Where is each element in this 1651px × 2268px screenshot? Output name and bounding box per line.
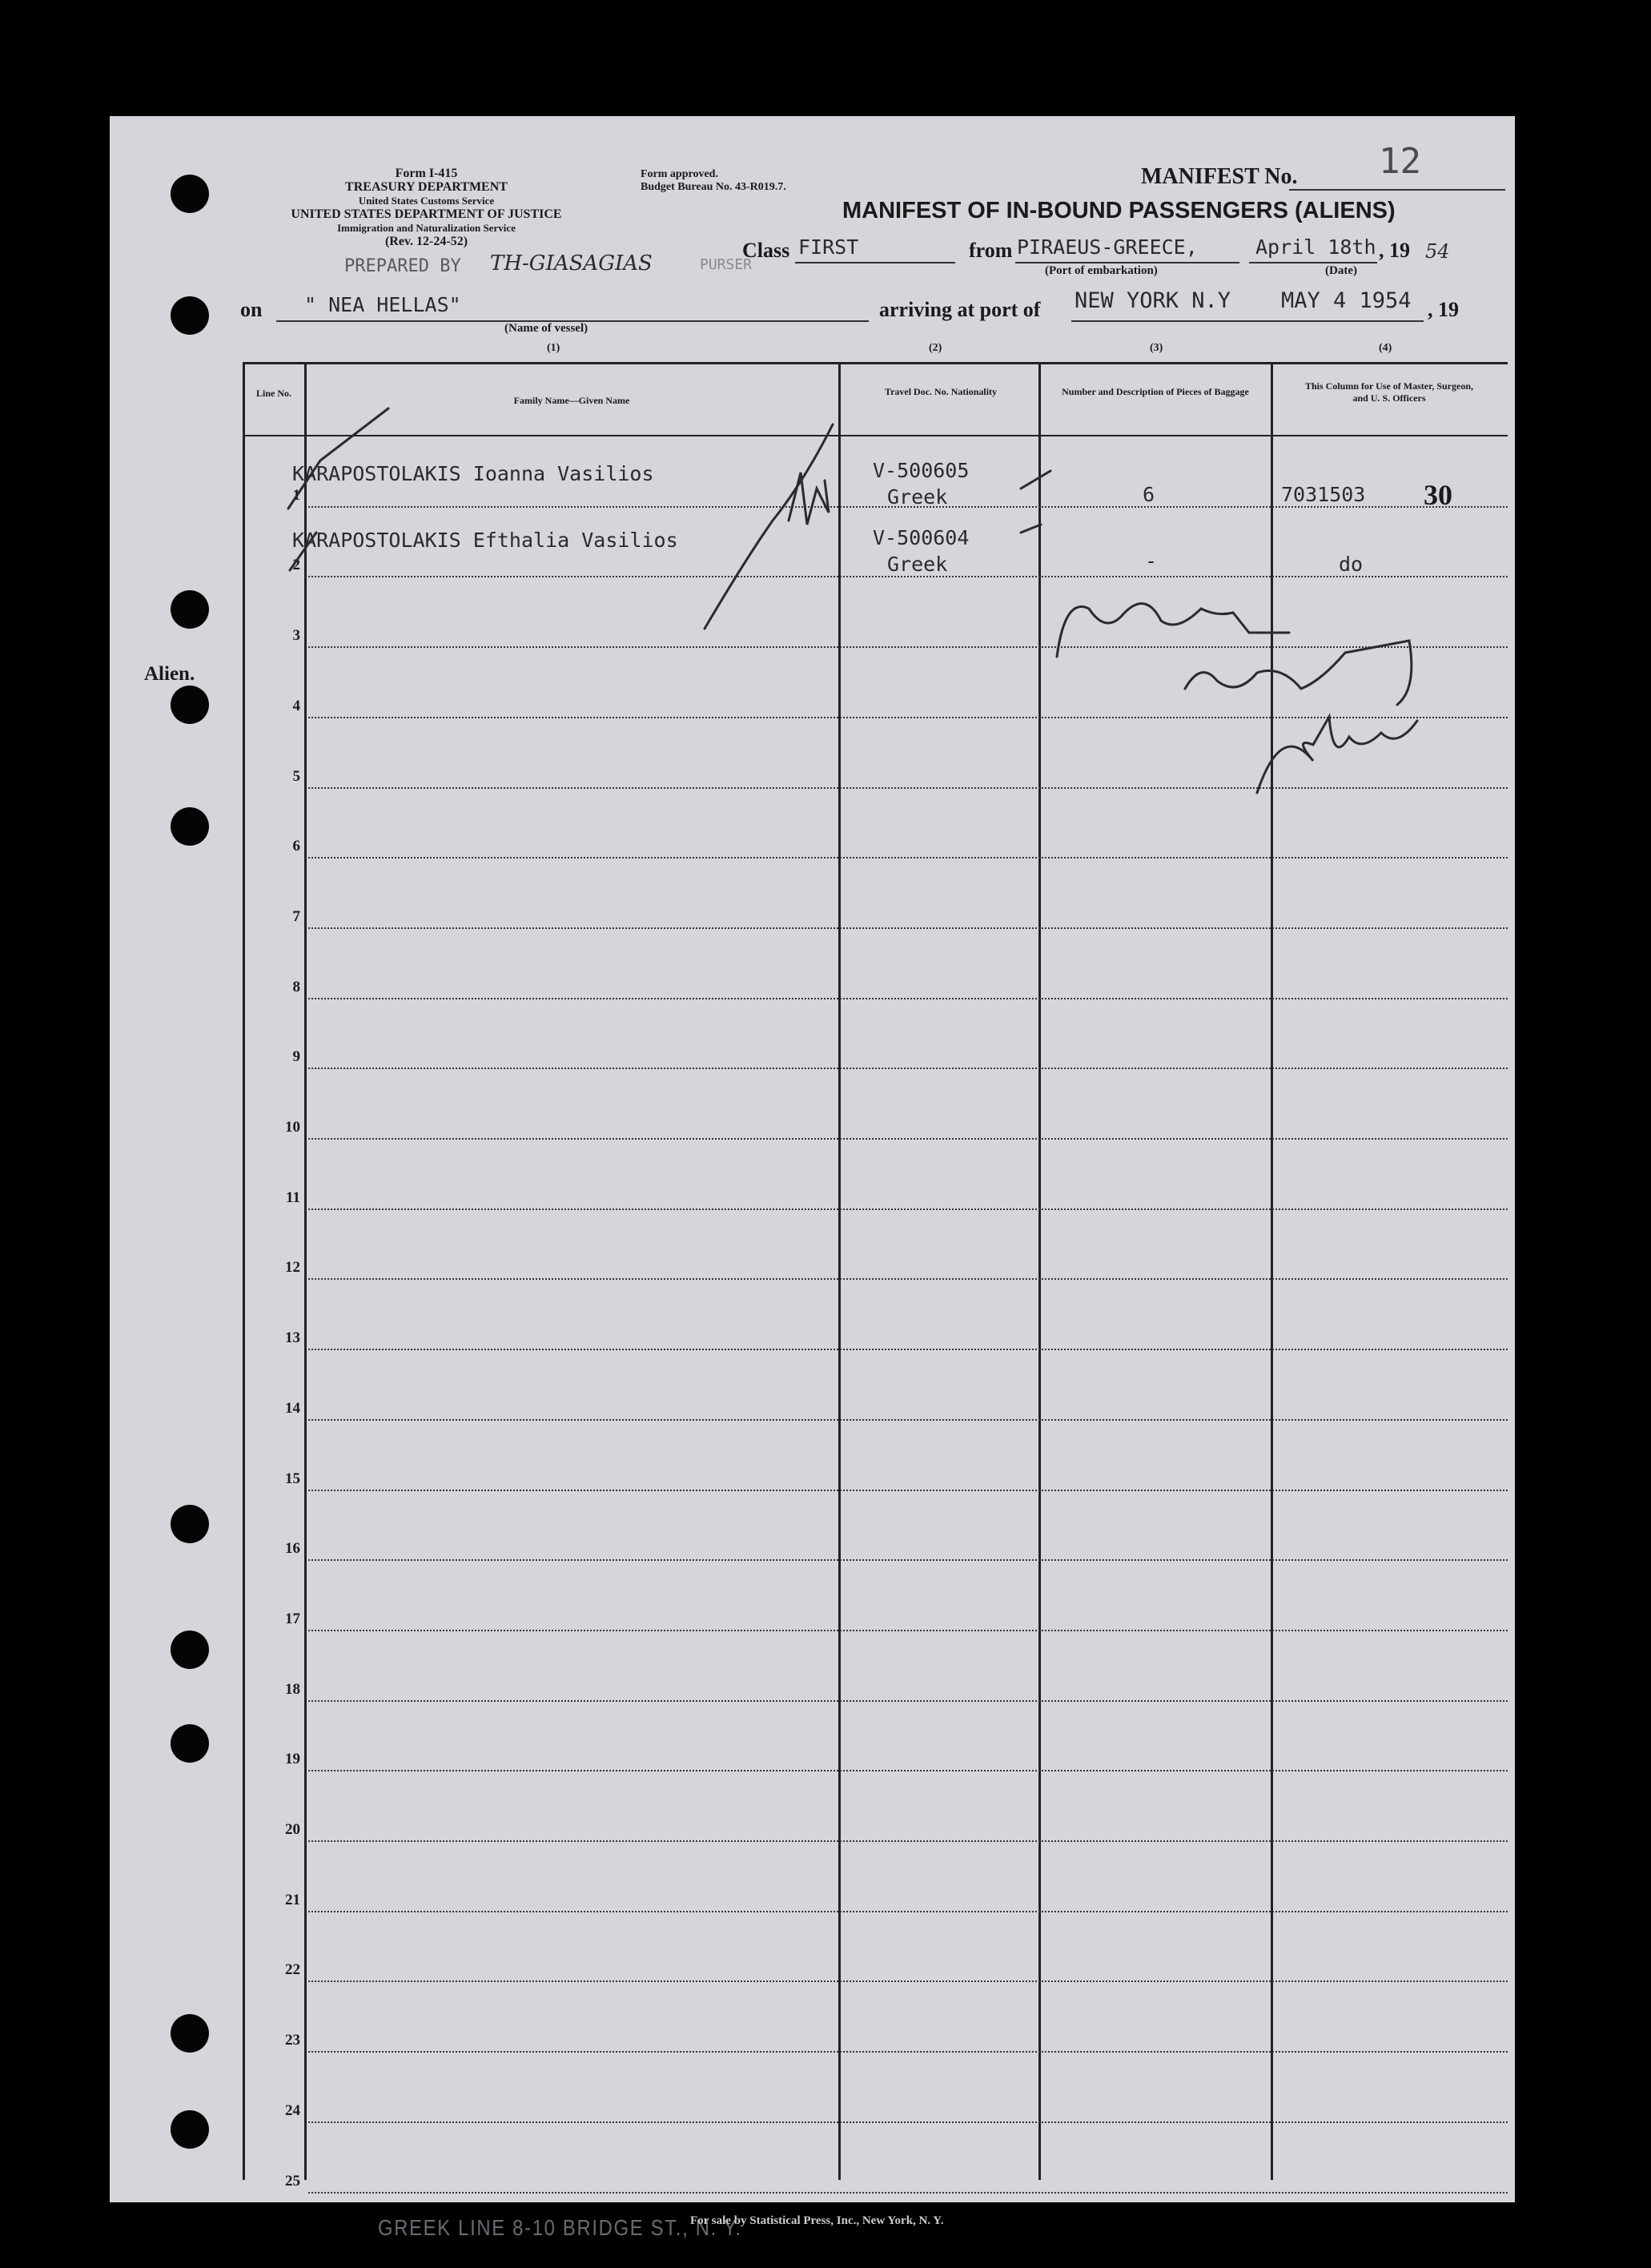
arrival-date: MAY 4 1954	[1281, 288, 1412, 313]
prepared-by-name: TH-GIASAGIAS	[490, 251, 653, 275]
row-number: 3	[292, 627, 300, 644]
port-embarkation-caption: (Port of embarkation)	[1045, 264, 1158, 277]
footer-print: For sale by Statistical Press, Inc., New York, N. Y.	[690, 2214, 944, 2227]
col-number-2: (2)	[929, 342, 942, 354]
col-number-1: (1)	[547, 342, 560, 354]
row-number: 7	[292, 908, 300, 925]
row-number: 19	[285, 1751, 300, 1767]
on-label: on	[240, 298, 263, 321]
manifest-number-label: MANIFEST No.	[1141, 164, 1298, 189]
from-value: PIRAEUS-GREECE,	[1017, 235, 1198, 259]
row-number: 2	[292, 557, 300, 573]
entry-officer-mark: 30	[1424, 479, 1452, 511]
initials-icon	[789, 472, 829, 525]
row-number: 9	[292, 1048, 300, 1065]
row-number: 18	[285, 1681, 300, 1698]
prepared-by-stamp: PREPARED BY	[344, 256, 461, 276]
check-mark-icon	[705, 424, 833, 629]
row-number: 14	[285, 1400, 300, 1417]
row-number: 21	[285, 1892, 300, 1908]
row-number: 22	[285, 1961, 300, 1978]
year-prefix: , 19	[1379, 239, 1410, 262]
entry-nationality: Greek	[887, 553, 948, 576]
entry-doc: V-500604	[873, 526, 970, 549]
row-number: 1	[292, 487, 300, 504]
vessel-caption: (Name of vessel)	[504, 322, 588, 335]
arrival-year-label: , 19	[1428, 298, 1459, 321]
row-number: 8	[292, 979, 300, 995]
row-number: 6	[292, 838, 300, 855]
row-number: 17	[285, 1611, 300, 1627]
row-number: 20	[285, 1821, 300, 1838]
row-number: 12	[285, 1259, 300, 1276]
class-value: FIRST	[798, 235, 859, 259]
row-number: 24	[285, 2102, 300, 2119]
date-caption: (Date)	[1325, 264, 1357, 277]
header-travel-doc: Travel Doc. No. Nationality	[884, 386, 998, 397]
row-number: 15	[285, 1470, 300, 1487]
form-approval: Form approved. Budget Bureau No. 43-R019.7.	[641, 168, 786, 193]
col-number-4: (4)	[1379, 342, 1392, 354]
entry-officer-no: 7031503	[1281, 483, 1366, 506]
signature-icon	[1057, 604, 1289, 657]
entry-officer-no: do	[1339, 553, 1364, 576]
header-name: Family Name—Given Name	[513, 395, 630, 406]
row-number: 5	[292, 768, 300, 785]
class-label: Class	[742, 239, 790, 262]
entry-name: KARAPOSTOLAKIS Ioanna Vasilios	[292, 462, 654, 485]
col-number-3: (3)	[1150, 342, 1163, 354]
signature-icon	[1185, 641, 1412, 705]
year-suffix: 54	[1425, 240, 1450, 263]
purser-stamp: PURSER	[700, 256, 753, 273]
row-number: 10	[285, 1119, 300, 1136]
row-number: 11	[286, 1189, 300, 1206]
entry-nationality: Greek	[887, 485, 948, 509]
entry-baggage: -	[1145, 549, 1158, 573]
vessel-name: " NEA HELLAS"	[304, 293, 461, 316]
signature-icon	[1257, 717, 1417, 793]
row-number: 23	[285, 2032, 300, 2049]
footer-stamp: GREEK LINE 8-10 BRIDGE ST., N. Y.	[378, 2215, 742, 2240]
entry-baggage: 6	[1143, 483, 1155, 506]
row-number: 13	[285, 1329, 300, 1346]
arrival-port: NEW YORK N.Y	[1075, 288, 1231, 313]
row-number: 25	[285, 2173, 300, 2190]
check-mark-icon	[1021, 471, 1050, 533]
entry-name: KARAPOSTOLAKIS Efthalia Vasilios	[292, 529, 678, 552]
row-number: 4	[292, 698, 300, 714]
row-number: 16	[285, 1540, 300, 1557]
header-officers: This Column for Use of Master, Surgeon, and U. S. Officers	[1304, 380, 1473, 404]
header-line-no: Line No.	[255, 388, 291, 399]
agency-block: Form I-415 TREASURY DEPARTMENT United States Customs Service UNITED STATES DEPARTMENT OF JUSTICE Immigration and Naturalization Service (Rev. 12-24-52)	[291, 167, 562, 248]
date-value: April 18th	[1255, 235, 1376, 259]
from-label: from	[969, 239, 1013, 262]
page-title: MANIFEST OF IN-BOUND PASSENGERS (ALIENS)	[842, 198, 1396, 223]
alien-margin-label: Alien.	[144, 663, 195, 685]
check-mark-icon	[288, 408, 388, 509]
check-mark-icon	[290, 533, 316, 570]
entry-doc: V-500605	[873, 459, 970, 482]
header-baggage: Number and Description of Pieces of Baggage	[1062, 386, 1249, 397]
manifest-number: 12	[1379, 141, 1421, 182]
arriving-label: arriving at port of	[879, 298, 1041, 321]
